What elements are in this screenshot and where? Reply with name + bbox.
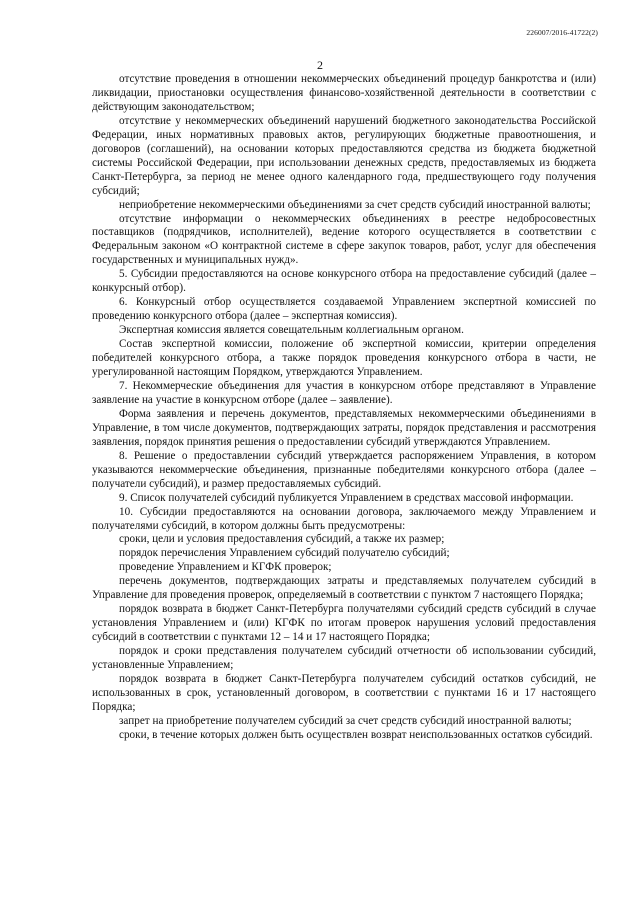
paragraph: отсутствие проведения в отношении некоммерческих объединений процедур банкротства и (или) ликвидации, приостановки осуществления финансово-хозяйственной деятельности в соответствии с действующим законодательством; (92, 73, 596, 113)
paragraph: порядок возврата в бюджет Санкт-Петербурга получателем субсидий остатков субсидий, не использованных в срок, установленный договором, в соответствии с пунктами 16 и 17 настоящего Порядка; (92, 672, 596, 713)
paragraph: 5. Субсидии предоставляются на основе конкурсного отбора на предоставление субсидий (далее – конкурсный отбор). (92, 268, 596, 295)
paragraph: Состав экспертной комиссии, положение об экспертной комиссии, критерии определения победителей конкурсного отбора, а также порядок проведения конкурсного отбора в части, не урегулированной настоящим Порядком, утверждаются Управлением. (92, 338, 596, 379)
paragraph: 10. Субсидии предоставляются на основании договора, заключаемого между Управлением и получателями субсидий, в котором должны быть предусмотрены: (92, 505, 596, 532)
paragraph: отсутствие информации о некоммерческих объединениях в реестре недобросовестных поставщиков (подрядчиков, исполнителей), ведение которого осуществляется в соответствии с Федеральным законом «О контрактной системе в сфере закупок товаров, работ, услуг для обеспечения государственных и муниципальных нужд». (92, 212, 596, 267)
paragraph: 9. Список получателей субсидий публикуется Управлением в средствах массовой информации. (119, 491, 574, 504)
paragraph: запрет на приобретение получателем субсидий за счет средств субсидий иностранной валюты; (119, 714, 572, 727)
paragraph: отсутствие у некоммерческих объединений нарушений бюджетного законодательства Российской Федерации, иных нормативных правовых актов, регулирующих бюджетные правоотношения, и договоров (соглашений), на основании которых предоставляются средства из бюджета бюджетной системы Российской Федерации, при использовании денежных средств, предоставляемых из бюджета Санкт-Петербурга, за период не менее одного календарного года, предшествующего году получения субсидий; (92, 114, 596, 197)
document-body (92, 73, 596, 743)
paragraph: порядок перечисления Управлением субсидий получателю субсидий; (119, 547, 450, 560)
document-code: 226007/2016-41722(2) (526, 28, 598, 37)
paragraph: порядок возврата в бюджет Санкт-Петербурга получателями субсидий средств субсидий в случае установления Управлением и (или) КГФК по итогам проверок нарушения условий предоставления субсидий в соответствии с пунктами 12 – 14 и 17 настоящего Порядка; (92, 603, 596, 644)
paragraph: проведение Управлением и КГФК проверок; (119, 561, 332, 574)
paragraph: Экспертная комиссия является совещательным коллегиальным органом. (119, 324, 464, 337)
paragraph: порядок и сроки представления получателем субсидий отчетности об использовании субсидий, установленные Управлением; (92, 645, 596, 672)
paragraph: 6. Конкурсный отбор осуществляется создаваемой Управлением экспертной комиссией по проведению конкурсного отбора (далее – экспертная комиссия). (92, 296, 596, 323)
paragraph: перечень документов, подтверждающих затраты и представляемых получателем субсидий в Управление для проведения проверок, определяемый в соответствии с пунктом 7 настоящего Порядка; (92, 575, 596, 602)
paragraph: 7. Некоммерческие объединения для участия в конкурсном отборе представляют в Управление заявление на участие в конкурсном отборе (далее – заявление). (92, 379, 596, 406)
paragraph: сроки, в течение которых должен быть осуществлен возврат неиспользованных остатков субсидий. (119, 728, 593, 741)
paragraph: неприобретение некоммерческими объединениями за счет средств субсидий иностранной валюты; (119, 198, 591, 211)
paragraph: 8. Решение о предоставлении субсидий утверждается распоряжением Управления, в котором указываются некоммерческие объединения, признанные победителями конкурсного отбора (далее – получатели субсидий), и размер предоставляемых субсидий. (92, 449, 596, 490)
page-number: 2 (317, 58, 323, 72)
paragraph: Форма заявления и перечень документов, представляемых некоммерческими объединениями в Управление, в том числе документов, подтверждающих затраты, порядок представления и рассмотрения заявления, порядок принятия решения о предоставлении субсидий утверждаются Управлением. (92, 407, 596, 448)
paragraph: сроки, цели и условия предоставления субсидий, а также их размер; (119, 533, 445, 546)
